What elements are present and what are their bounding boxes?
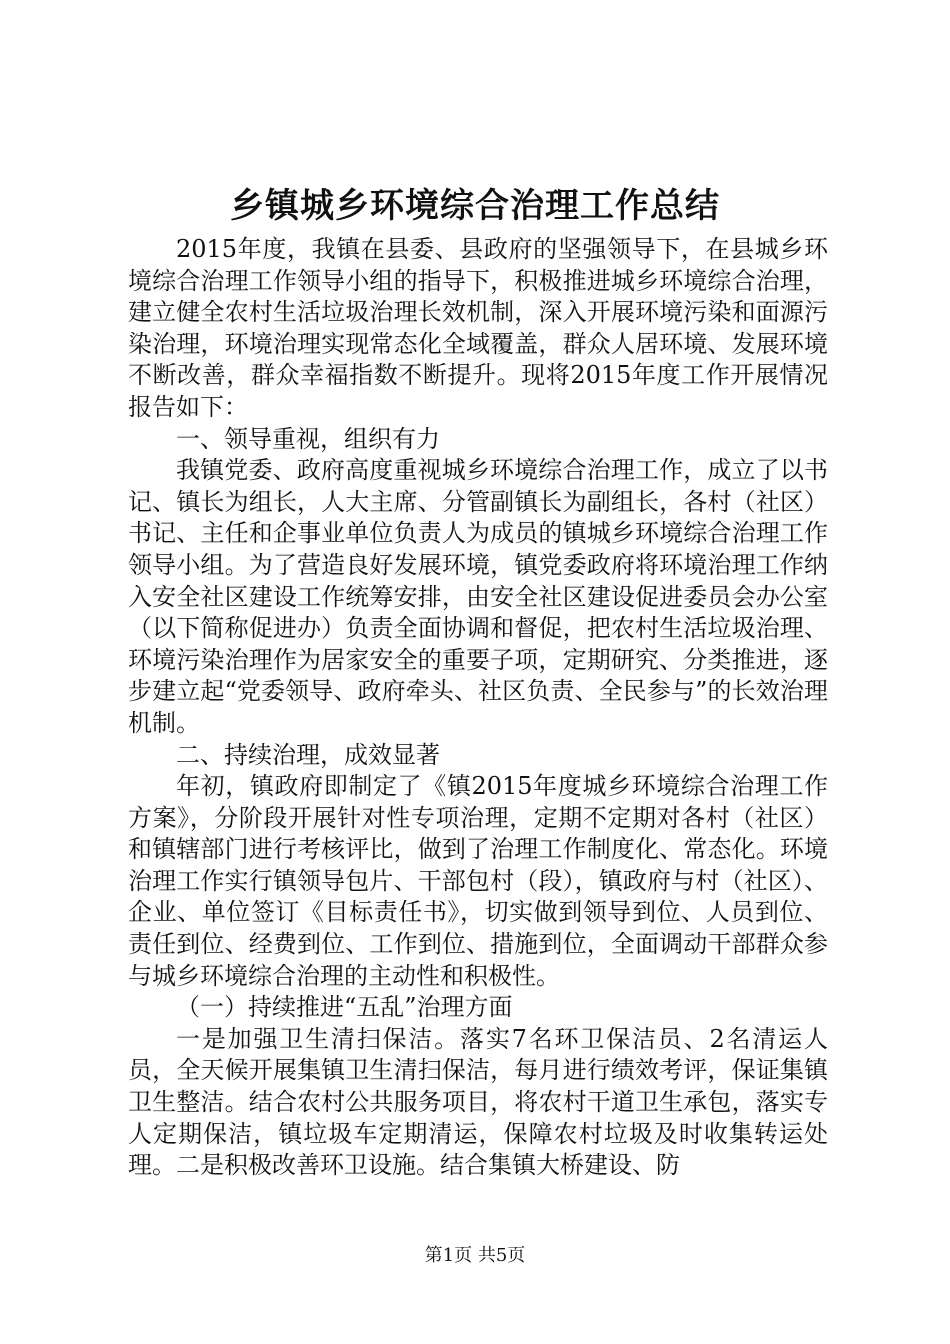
paragraph-intro: 2015年度，我镇在县委、县政府的坚强领导下，在县城乡环境综合治理工作领导小组的指导下，积极推进城乡环境综合治理，建立健全农村生活垃圾治理长效机制，深入开展环境污染和面源污染治理，环境治理实现常态化全域覆盖，群众人居环境、发展环境不断改善，群众幸福指数不断提升。现将2015年度工作开展情况报告如下：: [128, 235, 828, 421]
document-title: 乡镇城乡环境综合治理工作总结: [230, 186, 720, 226]
document-body: [128, 234, 828, 1182]
subsection-heading-1: （一）持续推进“五乱”治理方面: [176, 993, 513, 1022]
paragraph-governance: 年初，镇政府即制定了《镇2015年度城乡环境综合治理工作方案》，分阶段开展针对性专项治理，定期不定期对各村（社区）和镇辖部门进行考核评比，做到了治理工作制度化、常态化。环境治理工作实行镇领导包片、干部包村（段），镇政府与村（社区）、企业、单位签订《目标责任书》，切实做到领导到位、人员到位、责任到位、经费到位、工作到位、措施到位，全面调动干部群众参与城乡环境综合治理的主动性和积极性。: [128, 772, 828, 990]
section-heading-1: 一、领导重视，组织有力: [176, 424, 440, 453]
section-heading-2: 二、持续治理，成效显著: [176, 740, 440, 769]
page-number-footer: 第1页 共5页: [424, 1245, 526, 1266]
paragraph-leadership: 我镇党委、政府高度重视城乡环境综合治理工作，成立了以书记、镇长为组长，人大主席、分管副镇长为副组长，各村（社区）书记、主任和企事业单位负责人为成员的镇城乡环境综合治理工作领导小组。为了营造良好发展环境，镇党委政府将环境治理工作纳入安全社区建设工作统筹安排，由安全社区建设促进委员会办公室（以下简称促进办）负责全面协调和督促，把农村生活垃圾治理、环境污染治理作为居家安全的重要子项，定期研究、分类推进，逐步建立起“党委领导、政府牵头、社区负责、全民参与”的长效治理机制。: [128, 456, 828, 737]
paragraph-sanitation: 一是加强卫生清扫保洁。落实7名环卫保洁员、2名清运人员，全天候开展集镇卫生清扫保洁，每月进行绩效考评，保证集镇卫生整洁。结合农村公共服务项目，将农村干道卫生承包，落实专人定期保洁，镇垃圾车定期清运，保障农村垃圾及时收集转运处理。二是积极改善环卫设施。结合集镇大桥建设、防: [128, 1024, 828, 1180]
